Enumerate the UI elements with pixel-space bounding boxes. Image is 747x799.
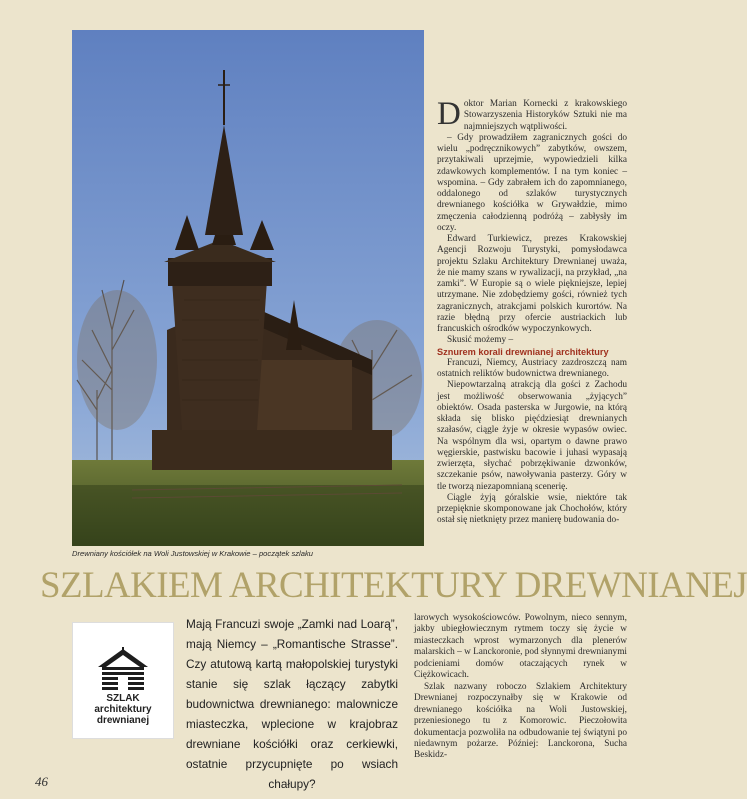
right-text-column [437, 96, 627, 527]
logo-line: drewnianej [96, 715, 150, 726]
wooden-house-icon [96, 647, 150, 691]
paragraph: – Gdy prowadziłem zagranicznych gości do wielu „podręcznikowych” zabytków, owszem, przytakiwali uprzejmie, wypowiedzieli kilka zdawkowych komplementów. I na tym koniec – wspomina. – Gdy zabrałem ich do zapomnianego, oddalonego od szlaków turystycznych drewnianego kościółka w Grywałdzie, mimo zmęczenia całodzienną podróżą – zabłysły im oczy. [437, 132, 627, 233]
logo-caption [73, 693, 173, 726]
paragraph: larowych wysokościowców. Powolnym, nieco sennym, jakby ubiegłowiecznym rytmem toczy się życie w miasteczkach wprost wymarzonych dla plenerów malarskich – w Lanckoronie, pod słynnymi drewnianymi podcieniami domów otaczających rynek w Ciężkowicach. [414, 613, 628, 681]
article-title: SZLAKIEM ARCHITEKTURY DREWNIANEJ [40, 565, 747, 606]
wooden-church-image [72, 30, 424, 546]
trail-logo [72, 622, 174, 739]
lead-paragraph: Mają Francuzi swoje „Zamki nad Loarą”, mają Niemcy – „Romantische Strasse”. Czy atutową kartą małopolskiej turystyki stanie się szlak łączący zabytki budownictwa drewnianego: malownicze miasteczka, wplecione w krajobraz drewniane kościółki oraz cerkiewki, ostatnie przycupnięte po wsiach chałupy? [186, 617, 398, 791]
paragraph: Francuzi, Niemcy, Austriacy zazdroszczą nam ostatnich reliktów budownictwa drewnianego. [437, 357, 627, 379]
paragraph: Edward Turkiewicz, prezes Krakowskiej Agencji Rozwoju Turystyki, pomysłodawca projektu Szlaku Architektury Drewnianej uważa, że nie mamy szans w rywalizacji, na przykład, „na zamki”. W Europie są o wiele piękniejsze, lepiej utrzymane. Nie zdobędziemy gości, również tych zagranicznych, atrakcjami polskich kurortów. Na razie błędną przy ofercie austriackich lub francuskich ośrodków wypoczynkowych. [437, 234, 627, 334]
paragraph: Doktor Marian Kornecki z krakowskiego Stowarzyszenia Historyków Sztuki nie ma najmniejszych wątpliwości. [437, 96, 627, 132]
bottom-text-column [414, 613, 627, 762]
church-photo [72, 30, 424, 546]
section-subheading: Sznurem korali drewnianej architektury [437, 346, 609, 357]
page-number: 46 [35, 774, 48, 789]
paragraph: Niepowtarzalną atrakcją dla gości z Zachodu jest możliwość obserwowania „żyjących” obiektów. Osada pasterska w Jurgowie, na którą składa się blisko pięćdziesiąt drewnianych szałasów, ciągle żyje w okresie wypasów owiec. Na wspólnym dla wsi, opartym o dawne prawo węgierskie, pastwisku bacowie i juhasi wypasają zwierzęta, słychać pobrzękiwanie dzwonków, szczekanie psów, nawoływania pasterzy. Góry w tle tworzą niezapomnianą scenerię. [437, 380, 627, 492]
logo-line: SZLAK [106, 693, 140, 704]
paragraph: Szlak nazwany roboczo Szlakiem Architektury Drewnianej rozpoczynałby się w Krakowie od drewnianego kościółka na Woli Justowskiej, przeniesionego tu z Komorowic. Pieczołowita dokumentacja pozwoliła na odbudowanie tej świątyni po niedawnym pożarze. Później: Lanckorona, Sucha Beskidz- [414, 681, 627, 761]
paragraph: Ciągle żyją góralskie wsie, niektóre tak przepięknie skomponowane jak Chochołów, który ostał się nietknięty przez manierę budowania do- [437, 492, 627, 526]
paragraph: Skusić możemy – [447, 335, 514, 346]
logo-line: architektury [94, 704, 152, 715]
dropcap: D [437, 96, 461, 132]
photo-caption: Drewniany kościółek na Woli Justowskiej w Krakowie – początek szlaku [72, 549, 313, 558]
